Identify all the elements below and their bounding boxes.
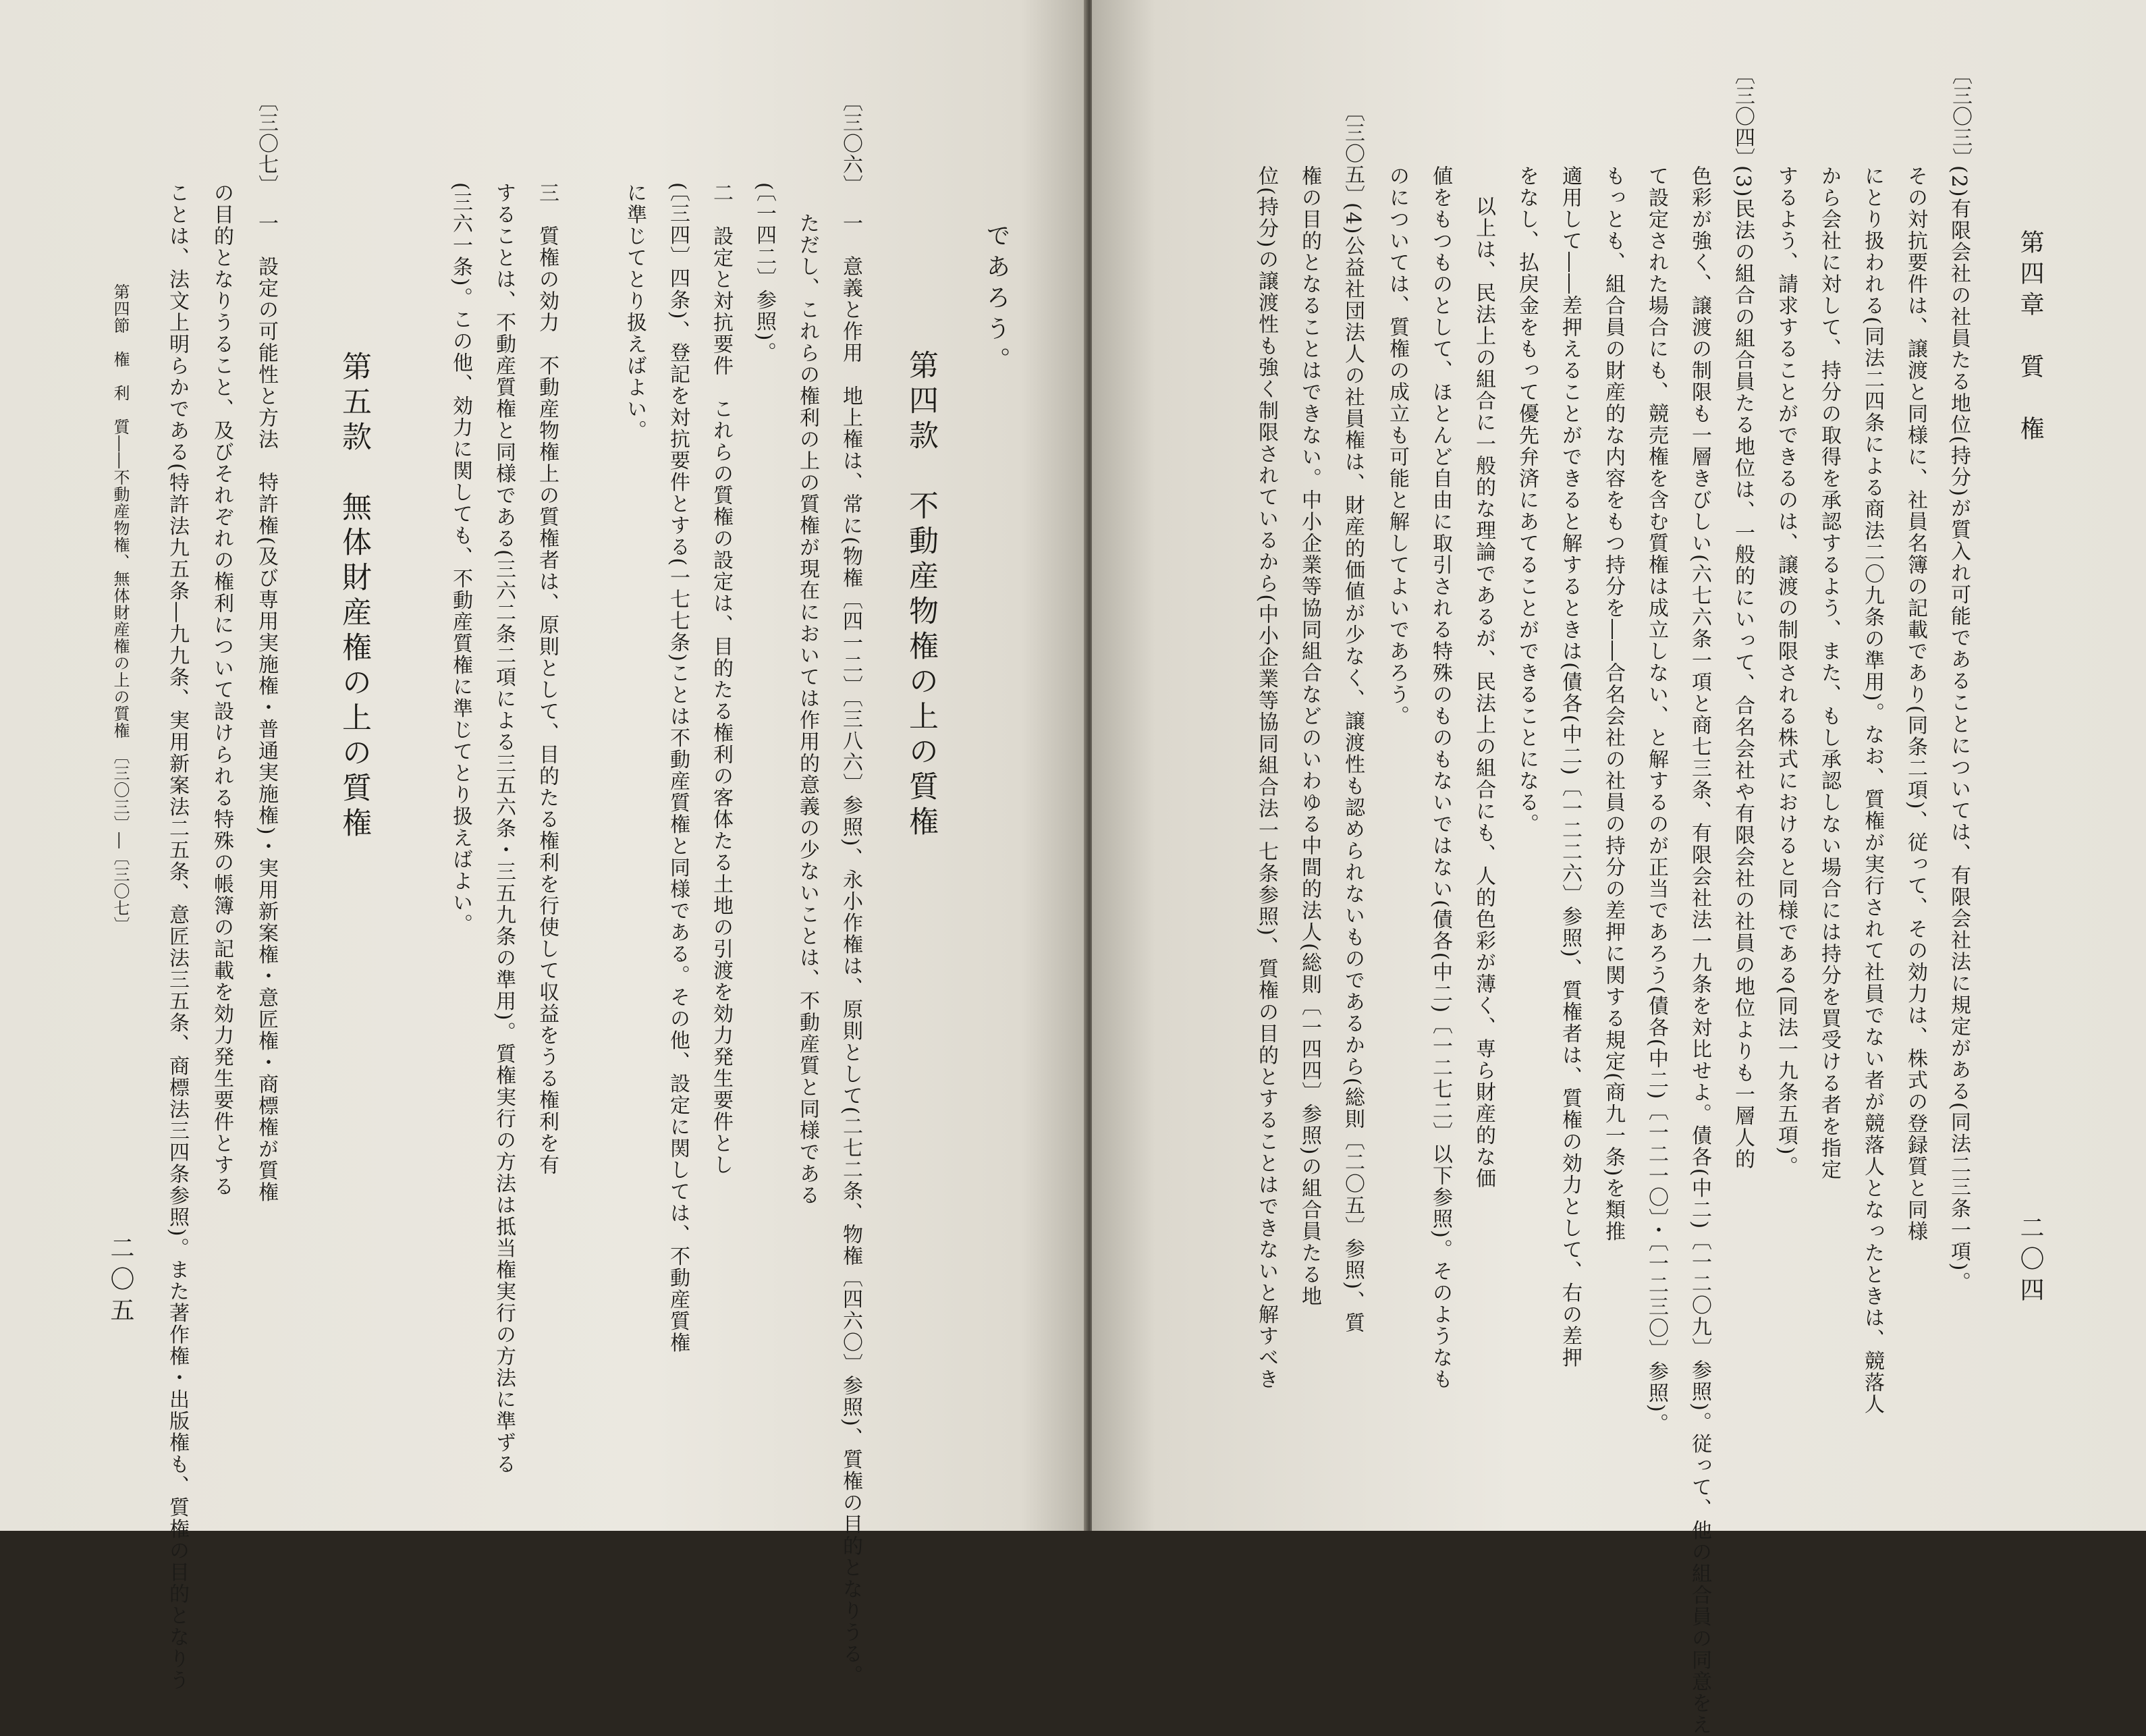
right-col-3: にとり扱われる(同法二四条による商法二〇九条の準用)。なお、質権が実行されて社員でない者が競落人となったときは、競落人 <box>1861 165 1884 1415</box>
left-footer-title: 第四節 権 利 質――不動産物権、無体財産権の上の質権 〔三〇三〕―〔三〇七〕 <box>111 283 130 933</box>
left-col-3: (〔一四二〕参照)。 <box>752 182 776 364</box>
right-col-17: 位(持分)の譲渡性も強く制限されているから(中小企業等協同組合法一七条参照)、質権の目的とすることはできないと解すべき <box>1255 165 1278 1390</box>
left-col-11: の目的となりうること、及びそれぞれの権利について設けられる特殊の帳簿の記載を効力発生要件とする <box>210 182 233 1197</box>
left-col-0: であろう。 <box>983 223 1010 378</box>
right-col-14: のについては、質権の成立も可能と解してよいであろう。 <box>1385 165 1409 727</box>
left-footer-page-number: 二〇五 <box>107 1235 134 1328</box>
right-page <box>1092 0 2146 1736</box>
right-col-11: をなし、払戻金をもって優先弁済にあてることができることになる。 <box>1515 165 1539 835</box>
right-col-4: から会社に対して、持分の取得を承認するよう、また、もし承認しない場合には持分を買受ける者を指定 <box>1817 165 1841 1181</box>
right-col-1: (2)有限会社の社員たる地位(持分)が質入れ可能であることについては、有限会社法に規定がある(同法二三条一項)。 <box>1947 165 1971 1294</box>
right-col-12: 以上は、民法上の組合に一般的な理論であるが、民法上の組合にも、人的色彩が薄く、専ら財産的な価 <box>1472 196 1495 1189</box>
left-col-7: 三 質権の効力 不動産物権上の質権者は、原則として、目的たる権利を行使して収益をうる権利を有 <box>535 182 559 1176</box>
right-col-6: (3)民法の組合の組合員たる地位は、一般的にいって、合名会社や有限会社の社員の地位よりも一層人的 <box>1731 165 1755 1170</box>
right-header-title: 第四章 質 権 <box>2016 229 2044 447</box>
right-col-10: 適用して――差押えることができると解するときは(債各(中二)〔一二二六〕参照)、質権者は、質権の効力として、右の差押 <box>1558 165 1582 1369</box>
margin-number-305: 〔三〇五〕 <box>1341 101 1365 206</box>
margin-number-303: 〔三〇三〕 <box>1948 64 1972 169</box>
left-col-10: 一 設定の可能性と方法 特許権(及び専用実施権・普通実施権)・実用新案権・意匠権・商標権が質権 <box>254 213 278 1203</box>
right-col-13: 値をもつものとして、ほとんど自由に取引される特殊のものもないではない(債各(中二)〔一二七二〕以下参照)。そのようなも <box>1429 165 1452 1390</box>
margin-number-307: 〔三〇七〕 <box>254 91 278 196</box>
margin-number-306-left: 〔三〇六〕 <box>839 91 862 196</box>
left-col-8: することは、不動産質権と同様である(三六二条二項による三五六条・三五九条の準用)。質権実行の方法は抵当権実行の方法に準ずる <box>492 182 516 1475</box>
right-col-9: もっとも、組合員の財産的な内容をもつ持分を――合名会社の社員の持分の差押に関する規定(商九一条)を類推 <box>1601 165 1625 1243</box>
section5-heading: 第五款 無体財産権の上の質権 <box>337 351 371 842</box>
left-col-6: に準じてとり扱えばよい。 <box>623 182 646 441</box>
left-col-12: ことは、法文上明らかである(特許法九五条―九九条、実用新案法二五条、意匠法三五条、商標法三四条参照)。また著作権・出版権も、質権の目的となりう <box>165 182 189 1691</box>
right-col-16: 権の目的となることはできない。中小企業等協同組合などのいわゆる中間的法人(総則〔一四四〕参照)の組合員たる地 <box>1298 165 1321 1307</box>
right-col-2: その対抗要件は、譲渡と同様に、社員名簿の記載であり(同条二項)、従って、その効力は、株式の登録質と同様 <box>1904 165 1927 1243</box>
right-header-page-number: 二〇四 <box>2016 1215 2044 1308</box>
left-col-4: 二 設定と対抗要件 これらの質権の設定は、目的たる権利の客体たる土地の引渡を効力発生要件とし <box>709 182 733 1176</box>
right-col-7: 色彩が強く、譲渡の制限も一層きびしい(六七六条一項と商七三条、有限会社法一九条を対比せよ。債各(中二)〔一二〇九〕参照)。従って、他の組合員の同意をえ <box>1688 165 1711 1736</box>
right-col-5: するよう、請求することができるのは、譲渡の制限される株式におけると同様である(同法一九条五項)。 <box>1774 165 1798 1178</box>
left-page <box>0 0 1086 1691</box>
right-col-15: (4)公益社団法人の社員権は、財産的価値が少なく、譲渡性も認められないものであるから(総則〔二〇五〕参照)、質 <box>1341 202 1365 1334</box>
left-col-1: 一 意義と作用 地上権は、常に(物権〔四一二〕〔三八六〕参照)、永小作権は、原則として(二七二条、物権〔四六〇〕参照)、質権の目的となりうる。 <box>839 213 862 1687</box>
margin-number-304: 〔三〇四〕 <box>1731 64 1755 169</box>
section4-heading: 第四款 不動産物権の上の質権 <box>904 350 938 841</box>
left-col-5: (〔三四〕四条)、登記を対抗要件とする(一七七条)ことは不動産質権と同様である。その他、設定に関しては、不動産質権 <box>666 182 690 1354</box>
right-col-8: て設定された場合にも、競売権を含む質権は成立しない、と解するのが正当であろう(債各(中二)〔一二一〇〕・〔一二三〇〕参照)。 <box>1645 165 1668 1435</box>
left-col-9: (三六一条)。この他、効力に関しても、不動産質権に準じてとり扱えばよい。 <box>449 182 472 935</box>
left-col-2: ただし、これらの権利の上の質権が現在においては作用的意義の少ないことは、不動産質と同様である <box>796 213 819 1206</box>
